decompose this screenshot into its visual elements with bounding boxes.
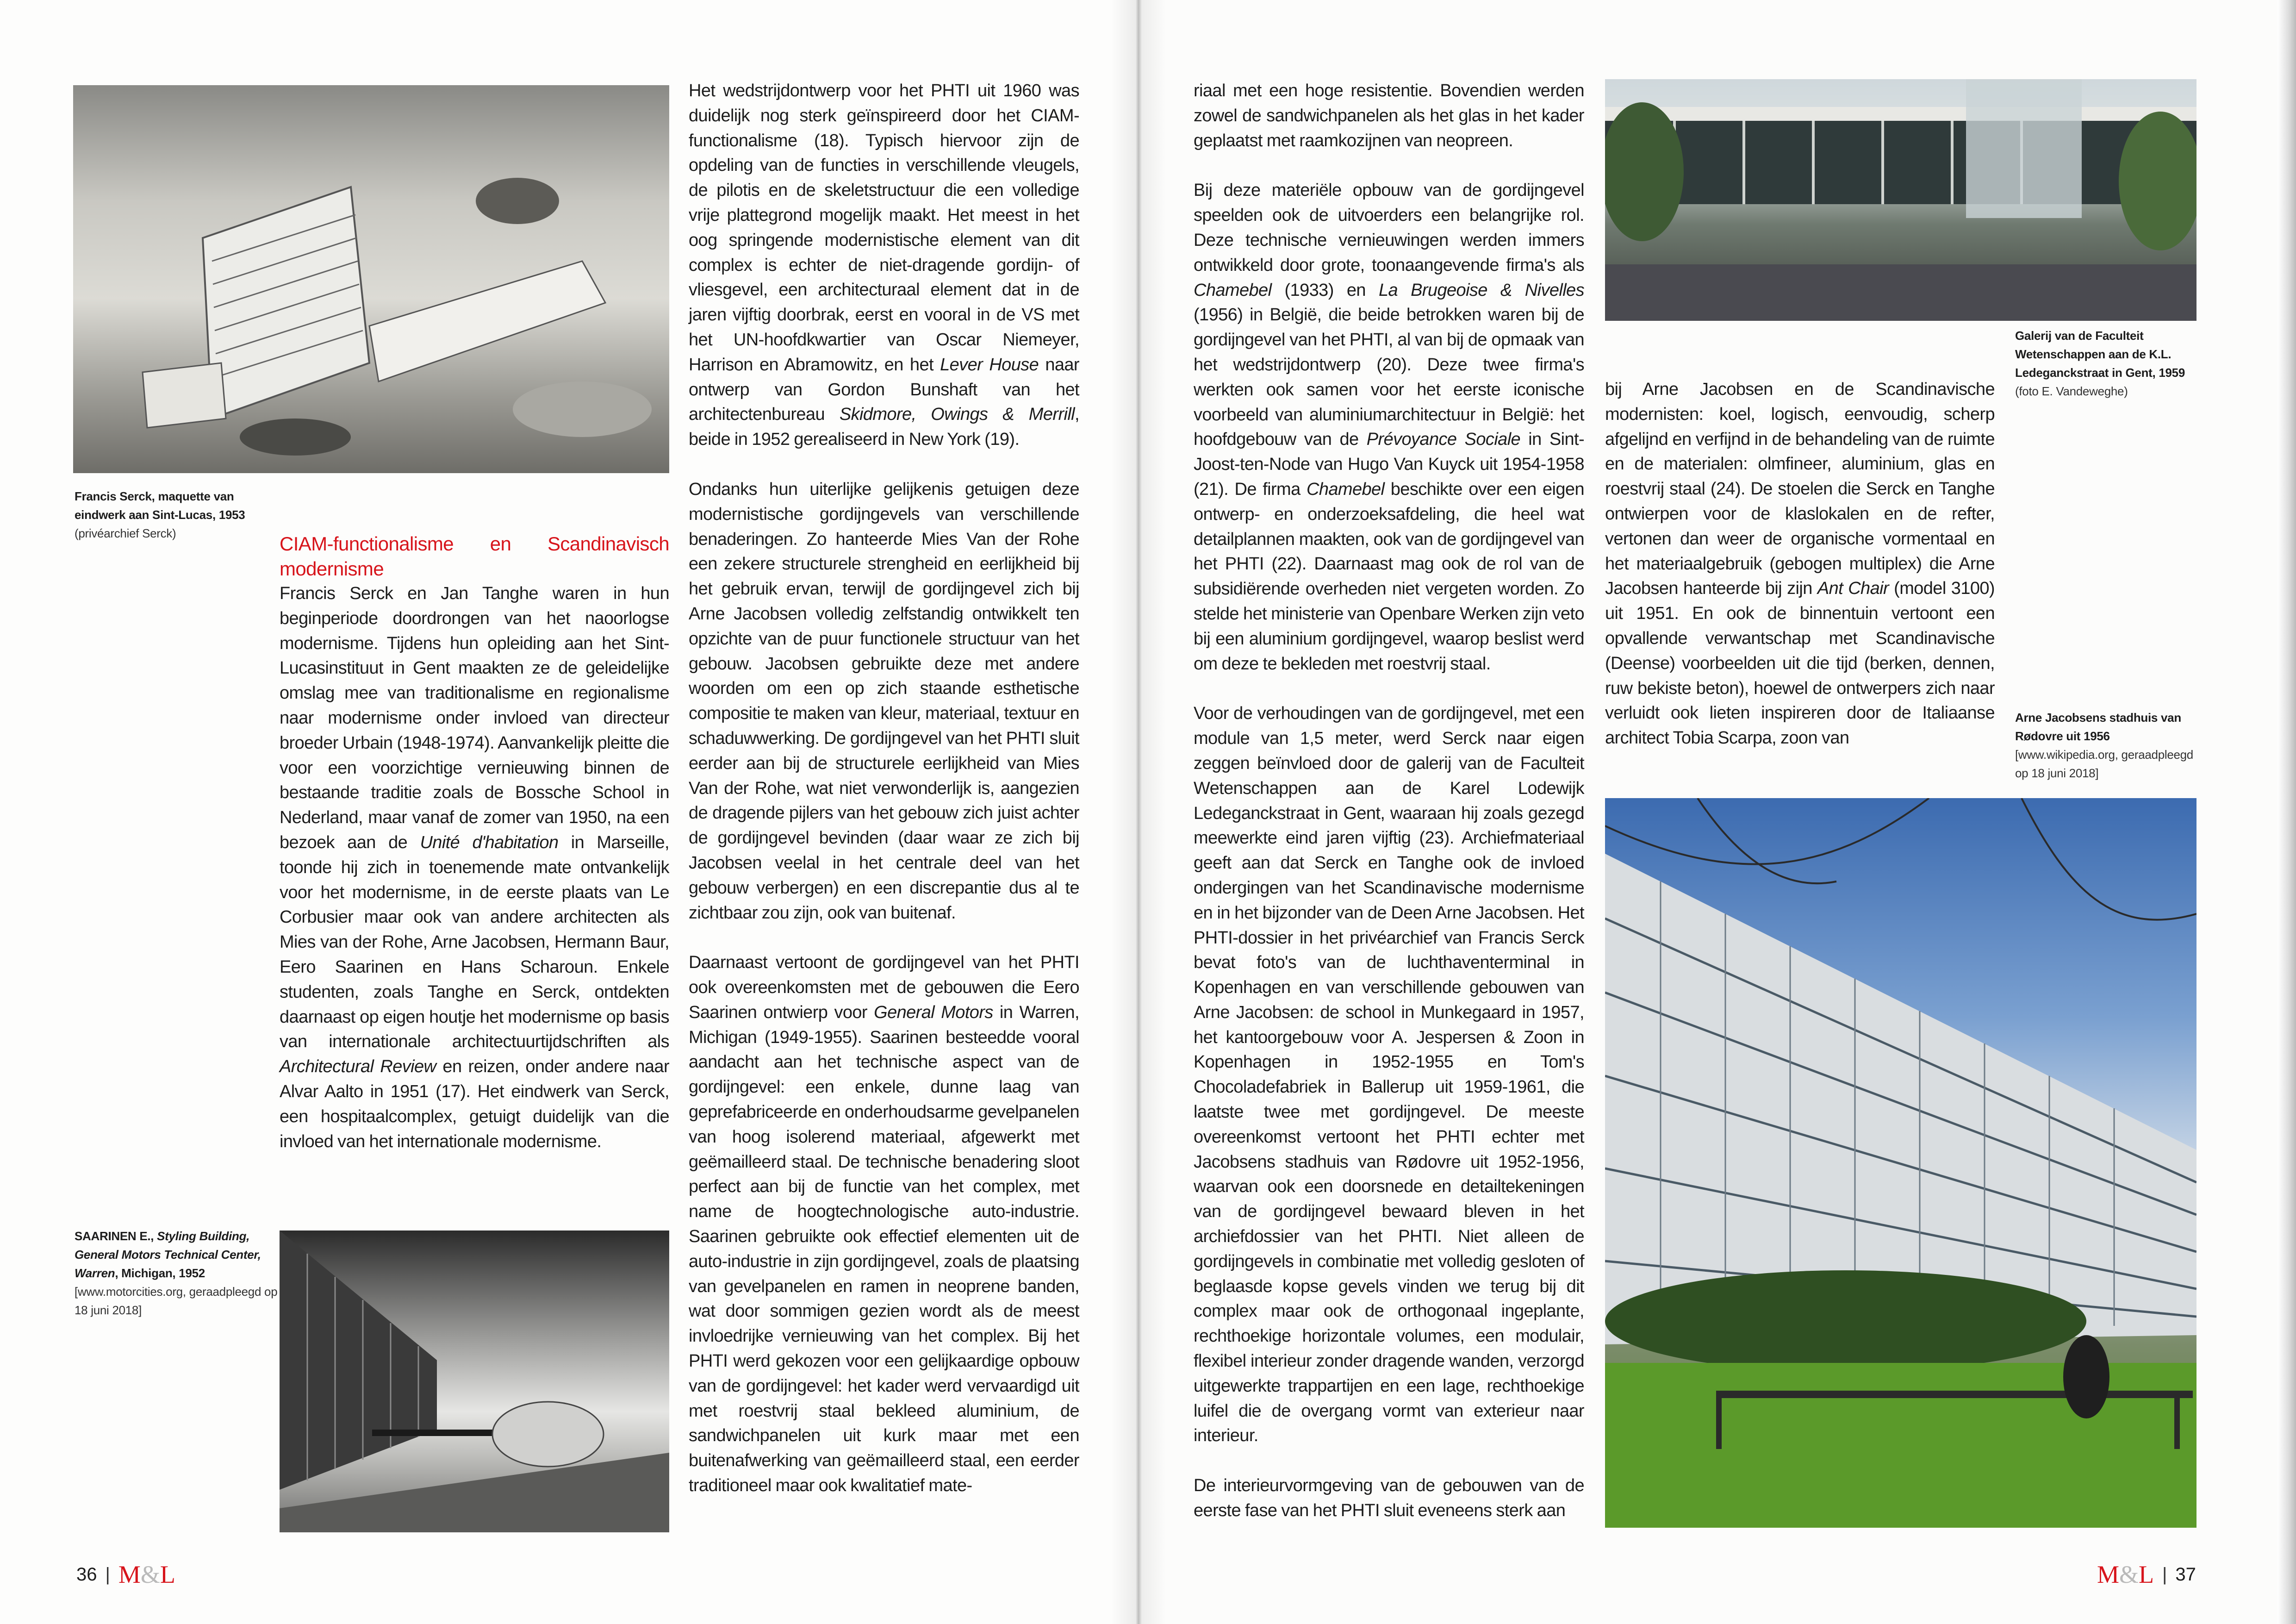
body-paragraph xyxy=(1605,377,1995,751)
column-3 xyxy=(1194,79,1584,1524)
italic-text-run: Unité d'habitation xyxy=(420,832,559,852)
text-run: SAARINEN E., xyxy=(75,1229,157,1243)
body-paragraph xyxy=(689,79,1079,452)
text-run: riaal met een hoge resistentie. Bovendien werden zowel de sandwichpanelen als het glas in het kader geplaatst met raamkozijnen van neopreen. xyxy=(1194,81,1584,150)
gm-building-illustration xyxy=(280,1230,669,1532)
caption-rodovre xyxy=(2015,708,2200,782)
text-run: Francis Serck en Jan Tanghe waren in hun beginperiode doordrongen van het naoorlogse modernisme. Tijdens hun opleiding aan het Sint-Lucasinstituut in Gent maakten ze de geleidelijke omslag mee van traditionalisme en regionalisme naar modernisme onder invloed van directeur broeder Urbain (1948-1974). Aanvankelijk pleitte die voor een voorzichtige vernieuwing binnen de bestaande traditie zoals de Bossche School in Nederland, maar vanaf de zomer van 1950, na een bezoek aan de xyxy=(280,584,669,852)
italic-text-run: Ant Chair xyxy=(1817,579,1889,599)
folio-left xyxy=(76,1560,175,1589)
maquette-illustration xyxy=(73,85,669,473)
body-paragraph xyxy=(1194,701,1584,1449)
section-heading: CIAM-functionalisme en Scandinavisch modernisme xyxy=(280,533,669,580)
column-2 xyxy=(689,79,1079,1499)
body-paragraph xyxy=(689,477,1079,925)
text-run: naar ontwerp van Gordon Bunshaft van het architectenbureau xyxy=(689,355,1079,425)
caption-title: Arne Jacobsens stadhuis van Rødovre uit 1956 xyxy=(2015,711,2181,743)
body-paragraph xyxy=(1194,178,1584,676)
column-2-body xyxy=(689,79,1079,1499)
text-run: bij Arne Jacobsen en de Scandinavische modernisten: koel, logisch, eenvoudig, scherp afgelijnd en verfijnd in de behandeling van de ruimte en de materialen: olmfineer, aluminium, glas en roestvrij staal (24). De stoelen die Serck en Tanghe ontwierpen voor de klaslokalen en de refter, vertonen dan weer de organische vormentaal en het materiaalgebruik (gebogen multiplex) die Arne Jacobsen hanteerde bij zijn xyxy=(1605,380,1995,599)
text-run: Voor de verhoudingen van de gordijngevel, met een module van 1,5 meter, werd Serck naar eigen zeggen beïnvloed door de galerij van de Faculteit Wetenschappen aan de Karel Lodewijk Ledeganckstraat in Gent, waaraan hij zoals gezegd meewerkte eind jaren vijftig (23). Archiefmateriaal geeft aan dat Serck en Tanghe ook de invloed ondergingen van het Scandinavische modernisme en in het bijzonder van de Deen Arne Jacobsen. Het PHTI-dossier in het privéarchief van Francis Serck bevat foto's van de luchthaventerminal in Kopenhagen en van verschillende gebouwen van Arne Jacobsen: de school in Munkegaard in 1957, het kantoorgebouw voor A. Jespersen & Zoon in Kopenhagen in 1952-1955 en Tom's Chocoladefabriek in Ballerup uit 1959-1961, die laatste twee met gordijngevel. De meeste overeenkomst vertoont het PHTI echter met Jacobsens stadhuis van Rødovre uit 1952-1956, waarvan ook een doorsnede en detailtekeningen van de gordijngevel bewaard bleven in het archiefdossier van het PHTI. Niet alleen de gordijngevels in combinatie met volledig gesloten of beglaasde kopse gevels vinden we terug bij dit complex maar ook de orthogonaal ingeplante, rechthoekige horizontale volumes, een modulair, flexibel interieur zonder dragende wanden, verzorgd uitgewerkte trappartijen en een lage, rechthoekige luifel die de overgang vormt van exterieur naar interieur. xyxy=(1194,704,1584,1446)
body-paragraph xyxy=(280,581,669,1154)
page-edge xyxy=(2277,0,2296,1624)
italic-text-run: Lever House xyxy=(940,355,1039,375)
caption-title xyxy=(75,1227,283,1282)
body-paragraph xyxy=(1194,1474,1584,1524)
logo-m: M xyxy=(118,1561,141,1588)
photo-galerij-faculteit xyxy=(1605,79,2196,321)
photo-maquette xyxy=(73,85,669,473)
body-paragraph xyxy=(689,950,1079,1499)
text-run: Bij deze materiële opbouw van de gordijngevel speelden ook de uitvoerders een belangrijke rol. Deze technische vernieuwingen werden immers ontwikkeld door grote, toonaangevende firma's als xyxy=(1194,181,1584,275)
text-run: , beide in 1952 gerealiseerd in New York (19). xyxy=(689,405,1079,450)
folio-separator: | xyxy=(2162,1564,2167,1585)
magazine-logo xyxy=(118,1560,175,1589)
galerij-illustration xyxy=(1605,79,2196,321)
text-run: Het wedstrijdontwerp voor het PHTI uit 1960 was duidelijk nog sterk geïnspireerd door het CIAM-functionalisme (18). Typisch hiervoor zijn de opdeling van de functies in verschillende vleugels, de pilotis en de skeletstructuur die een volledige vrije plattegrond mogelijk maakt. Het meest in het oog springende modernistische element van dit complex is echter de niet-dragende gordijn- of vliesgevel, een architecturaal element dat in de jaren vijftig doorbrak, eerst en vooral in de VS met het UN-hoofdkwartier van Oscar Niemeyer, Harrison en Abramowitz, en het xyxy=(689,81,1079,375)
logo-m: M xyxy=(2097,1561,2120,1588)
italic-text-run: La Brugeoise & Nivelles xyxy=(1378,280,1584,300)
caption-source: [www.motorcities.org, geraadpleegd op 18 juni 2018] xyxy=(75,1285,278,1317)
text-run: in Sint-Joost-ten-Node van Hugo Van Kuyck uit 1954-1958 (21). De firma xyxy=(1194,430,1584,499)
caption-title: Galerij van de Faculteit Wetenschappen aan de K.L. Ledeganckstraat in Gent, 1959 xyxy=(2015,329,2185,380)
text-run: (1956) in België, die beide betrokken waren bij de gordijngevel van het PHTI, al van bij de opmaak van het wedstrijdontwerp (20). Deze twee firma's werkten ook samen voor het eerste iconische voorbeeld van aluminiumarchitectuur in België: het hoofdgebouw van de xyxy=(1194,305,1584,450)
caption-source: [www.wikipedia.org, geraadpleegd op 18 juni 2018] xyxy=(2015,748,2193,780)
caption-source: (foto E. Vandeweghe) xyxy=(2015,384,2128,398)
body-paragraph xyxy=(1194,79,1584,153)
logo-amp: & xyxy=(2119,1561,2139,1588)
folio-separator: | xyxy=(105,1564,110,1585)
photo-gm-technical-center xyxy=(280,1230,669,1532)
column-1 xyxy=(280,531,669,1154)
rodovre-illustration xyxy=(1605,798,2196,1528)
text-run: , Michigan, 1952 xyxy=(115,1266,205,1280)
italic-text-run: Architectural Review xyxy=(280,1057,436,1077)
italic-text-run: Chamebel xyxy=(1194,280,1272,300)
logo-amp: & xyxy=(140,1561,160,1588)
column-4-body xyxy=(1605,377,1995,751)
column-1-body xyxy=(280,581,669,1154)
caption-source: (privéarchief Serck) xyxy=(75,526,176,540)
page-number: 36 xyxy=(76,1564,97,1585)
spine-gutter xyxy=(1111,0,1166,1624)
text-run: beschikte over een eigen ontwerp- en onderzoeksafdeling, die heel wat detailplannen maakten, ook van de gordijngevel van het PHTI (22). Daarnaast mag ook de rol van de subsidiërende overheden niet vergeten worden. Zo stelde het ministerie van Openbare Werken zijn veto bij een aluminium gordijngevel, waarop beslist werd om deze te bekleden met roestvrij staal. xyxy=(1194,479,1584,674)
italic-text-run: Styling Building, General Motors Technical Center, Warren xyxy=(75,1229,261,1280)
photo-rodovre-stadhuis xyxy=(1605,798,2196,1528)
text-run: (model 3100) uit 1951. En ook de binnentuin vertoont een opvallende verwantschap met Scandinavische (Deense) voorbeelden uit die tijd (berken, dennen, ruw bekiste beton), hoewel de ontwerpers zich naar verluidt ook lieten inspireren door de Italiaanse architect Tobia Scarpa, zoon van xyxy=(1605,579,1995,748)
text-run: Daarnaast vertoont de gordijngevel van het PHTI ook overeenkomsten met de gebouwen die Eero Saarinen ontwierp voor xyxy=(689,953,1079,1022)
column-3-body xyxy=(1194,79,1584,1524)
italic-text-run: Chamebel xyxy=(1306,479,1385,499)
logo-l: L xyxy=(2139,1561,2154,1588)
text-run: De interieurvormgeving van de gebouwen van de eerste fase van het PHTI sluit eveneens sterk aan xyxy=(1194,1476,1584,1521)
folio-right xyxy=(2097,1560,2196,1589)
column-4 xyxy=(1605,377,1995,751)
logo-l: L xyxy=(160,1561,175,1588)
italic-text-run: Skidmore, Owings & Merrill xyxy=(839,405,1075,425)
magazine-logo xyxy=(2097,1560,2154,1589)
text-run: in Warren, Michigan (1949-1955). Saarinen besteedde vooral aandacht aan het technische aspect van de gordijngevel: een enkele, dunne laag van geprefabriceerde en onderhoudsarme gevelpanelen van hoog isolerend materiaal, afgewerkt met geëmailleerd staal. De technische benadering sloot perfect aan bij de functie van het complex, met name de hoogtechnologische auto-industrie. Saarinen gebruikte ook effectief elementen uit de auto-industrie in zijn gordijngevel, zoals de plaatsing van gevelpanelen en ramen in neoprene banden, wat door sommigen gezien wordt als de meest invloedrijke vernieuwing van het complex. Bij het PHTI werd gekozen voor een gelijkaardige opbouw van de gordijngevel: het kader werd vervaardigd uit met roestvrij staal bekleed aluminium, de sandwichpanelen uit kurk maar met een buitenafwerking van geëmailleerd staal, een eerder traditioneel maar ook kwalitatief mate- xyxy=(689,1002,1079,1496)
italic-text-run: General Motors xyxy=(874,1002,993,1022)
text-run: Ondanks hun uiterlijke gelijkenis getuigen deze modernistische gordijngevels van verschillende benaderingen. Zo hanteerde Mies Van der Rohe een zekere structurele strengheid en eerlijkheid bij het gebruik ervan, terwijl de gordijngevel zich bij Arne Jacobsen volledig zelfstandig ontwikkelt ten opzichte van de puur functionele structuur van het gebouw. Jacobsen gebruikte deze met andere woorden om een op zich staande esthetische compositie te maken van kleur, materiaal, textuur en schaduwwerking. De gordijngevel van het PHTI sluit eerder aan bij de structurele eerlijkheid van Mies Van der Rohe, wat niet verwonderlijk is, aangezien de dragende pijlers van het gebouw zich juist achter de gordijngevel bevinden (daar waar ze zich bij Jacobsen veelal in het centrale deel van het gebouw verbergen) en een discrepantie dus al te zichtbaar zou zijn, ook van buitenaf. xyxy=(689,479,1079,923)
text-run: in Marseille, toonde hij zich in toenemende mate ontvankelijk voor het modernisme, in de eerste plaats van Le Corbusier maar ook van andere architecten als Mies van der Rohe, Arne Jacobsen, Hermann Baur, Eero Saarinen en Hans Scharoun. Enkele studenten, zoals Tanghe en Serck, ontdekten daarnaast op eigen houtje het modernisme op basis van internationale architectuurtijdschriften als xyxy=(280,832,670,1052)
caption-saarinen xyxy=(75,1227,283,1319)
caption-galerij xyxy=(2015,326,2200,400)
italic-text-run: Prévoyance Sociale xyxy=(1366,430,1521,450)
caption-title: Francis Serck, maquette van eindwerk aan Sint-Lucas, 1953 xyxy=(75,489,245,522)
text-run: en reizen, onder andere naar Alvar Aalto in 1951 (17). Het eindwerk van Serck, een hospitaalcomplex, getuigt duidelijk van die invloed van het internationale modernisme. xyxy=(280,1057,669,1151)
page-number: 37 xyxy=(2175,1564,2196,1585)
caption-maquette xyxy=(75,487,283,543)
text-run: (1933) en xyxy=(1271,280,1379,300)
